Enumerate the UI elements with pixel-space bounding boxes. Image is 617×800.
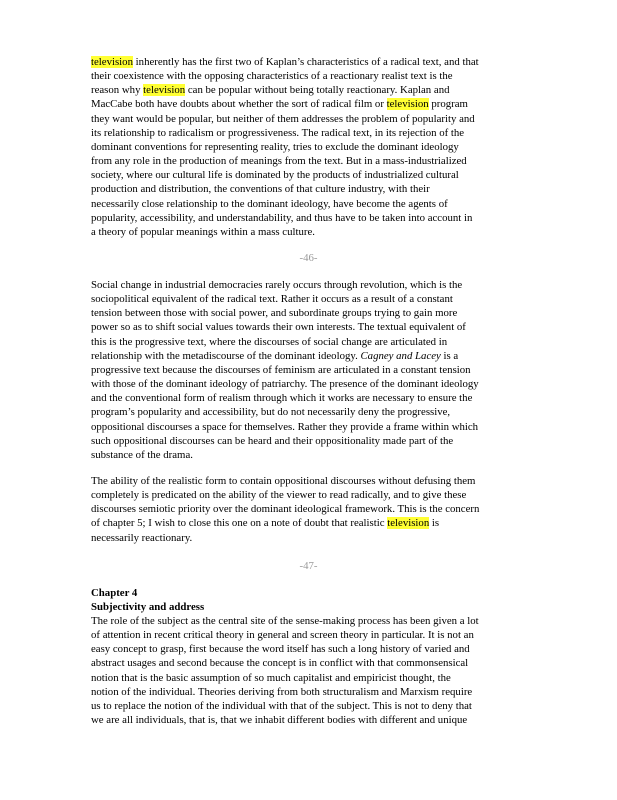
paragraph-3 xyxy=(91,474,536,545)
text-line: power so as to shift social values towards their own interests. The textual equivalent of xyxy=(91,321,466,334)
text-line: they want would be popular, but neither of them addresses the problem of popularity and xyxy=(91,112,475,125)
text-span: of chapter 5; I wish to close this one on a note of doubt that realistic xyxy=(91,517,388,530)
text-line: from any role in the production of meanings from the text. But in a mass-industrialized xyxy=(91,155,467,168)
text-line: abstract usages and second because the concept is in conflict with that commonsensical xyxy=(91,657,469,670)
text-line: society, where our cultural life is dominated by the products of industrialized cultural xyxy=(91,169,459,182)
text-line: popularity, accessibility, and understandability, and thus have to be taken into account in xyxy=(91,211,473,224)
text-line: its relationship to radicalism or progressiveness. The radical text, in its rejection of the xyxy=(91,126,465,139)
text-line: necessarily close relationship to the dominant ideology, have become the agents of xyxy=(91,197,448,210)
text-line: notion that is the basic assumption of so much capitalist and empiricist thought, the xyxy=(91,671,451,684)
text-span: inherently has the first two of Kaplan’s characteristics of a radical text, and that xyxy=(132,56,479,68)
text-line: substance of the drama. xyxy=(91,448,193,461)
text-line: completely is predicated on the ability of the viewer to read radically, and to give these xyxy=(91,489,467,502)
text-line: tension between those with social power, and subordinate groups trying to gain more xyxy=(91,307,458,320)
text-line: Social change in industrial democracies rarely occurs through revolution, which is the xyxy=(91,279,463,291)
paragraph-4 xyxy=(91,614,536,727)
text-line: The ability of the realistic form to contain oppositional discourses without defusing them xyxy=(91,475,476,487)
text-line xyxy=(91,97,536,111)
text-line xyxy=(91,516,536,530)
text-line: such oppositional discourses can be heard and their oppositionality made part of the xyxy=(91,434,454,447)
text-span: is a xyxy=(440,349,459,362)
text-line: a theory of popular meanings within a mass culture. xyxy=(91,225,315,238)
text-line: of attention in recent critical theory in general and screen theory in particular. It is not an xyxy=(91,629,474,642)
text-line: we are all individuals, that is, that we inhabit different bodies with different and unique xyxy=(91,714,468,727)
text-line xyxy=(91,349,536,363)
chapter-number: Chapter 4 xyxy=(91,587,138,599)
text-line: dominant conventions for representing reality, tries to exclude the dominant ideology xyxy=(91,140,459,153)
search-highlight[interactable]: television xyxy=(91,56,133,68)
search-highlight[interactable]: television xyxy=(386,98,429,111)
page-number: -47- xyxy=(299,560,318,572)
text-line: The role of the subject as the central site of the sense-making process has been given a lot xyxy=(91,615,479,627)
paragraph-1 xyxy=(91,55,536,239)
paragraph-2 xyxy=(91,278,536,462)
italic-title: Cagney and Lacey xyxy=(360,349,441,362)
text-span: reason why xyxy=(91,84,144,97)
text-line xyxy=(91,55,536,69)
search-highlight[interactable]: television xyxy=(143,84,186,97)
text-line xyxy=(91,83,536,97)
text-line: discourses semiotic priority over the dominant ideological framework. This is the concern xyxy=(91,503,480,516)
text-span: MacCabe both have doubts about whether the sort of radical film or xyxy=(91,98,387,111)
text-span: is xyxy=(429,517,440,530)
text-line: notion of the individual. Theories deriving from both structuralism and Marxism require xyxy=(91,685,473,698)
text-line: progressive text because the discourses of feminism are articulated in a constant tension xyxy=(91,363,471,376)
search-highlight[interactable]: television xyxy=(387,517,430,530)
text-line: and the conventional form of realism through which it works are necessary to ensure the xyxy=(91,392,473,405)
text-line: us to replace the notion of the individual with that of the subject. This is not to deny that xyxy=(91,699,472,712)
text-line: production and distribution, the conventions of that culture industry, with their xyxy=(91,183,430,196)
text-line: oppositional discourses a space for themselves. Rather they provide a frame within which xyxy=(91,420,479,433)
text-line: easy concept to grasp, first because the word itself has such a long history of varied and xyxy=(91,643,470,656)
text-line: sociopolitical equivalent of the radical text. Rather it occurs as a result of a constant xyxy=(91,293,453,306)
text-line: necessarily reactionary. xyxy=(91,531,193,544)
text-line: this is the progressive text, where the discourses of social change are articulated in xyxy=(91,335,448,348)
text-line: program’s popularity and accessibility, but do not necessarily deny the progressive, xyxy=(91,406,451,419)
text-span: relationship with the metadiscourse of the dominant ideology. xyxy=(91,349,361,362)
text-span: program xyxy=(428,98,468,111)
text-line: with those of the dominant ideology of patriarchy. The presence of the dominant ideology xyxy=(91,378,479,391)
page-number: -46- xyxy=(299,252,318,264)
text-line: their coexistence with the opposing characteristics of a reactionary realist text is the xyxy=(91,70,453,83)
text-span: can be popular without being totally reactionary. Kaplan and xyxy=(185,84,450,97)
chapter-title: Subjectivity and address xyxy=(91,601,205,613)
